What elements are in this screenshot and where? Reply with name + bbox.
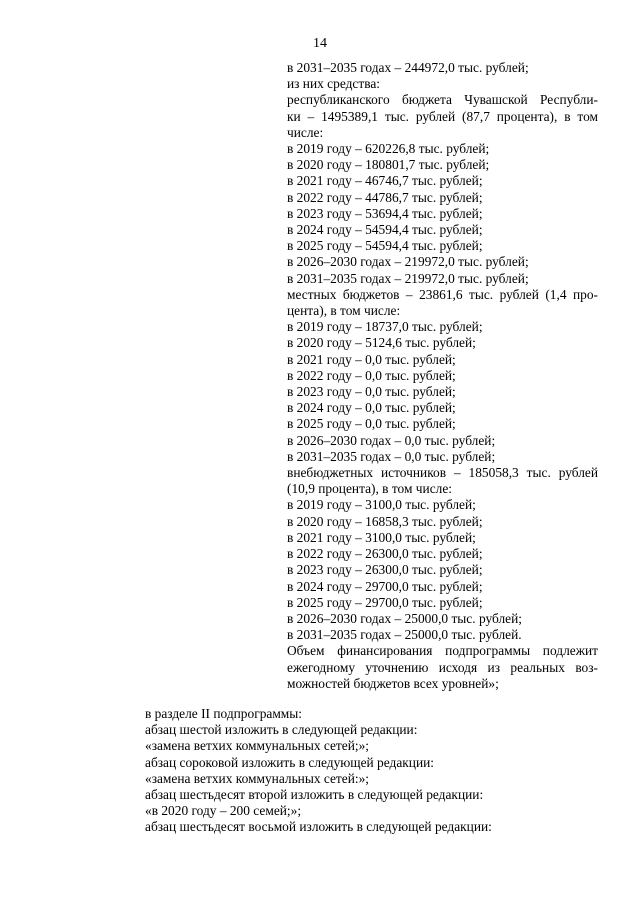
text-line: в 2031–2035 годах – 0,0 тыс. рублей; bbox=[287, 448, 496, 464]
text-line: внебюджетных источников – 185058,3 тыс. рублей bbox=[287, 465, 598, 481]
text-line: в 2020 году – 16858,3 тыс. рублей; bbox=[287, 513, 483, 529]
text-line: в 2025 году – 0,0 тыс. рублей; bbox=[287, 416, 456, 432]
text-line: в 2021 году – 3100,0 тыс. рублей; bbox=[287, 529, 476, 545]
text-line: в 2020 году – 180801,7 тыс. рублей; bbox=[287, 157, 490, 173]
text-line: в 2019 году – 18737,0 тыс. рублей; bbox=[287, 319, 483, 335]
text-line: в 2024 году – 54594,4 тыс. рублей; bbox=[287, 222, 483, 238]
text-line: «замена ветхих коммунальных сетей;»; bbox=[145, 738, 370, 754]
text-line: в 2026–2030 годах – 25000,0 тыс. рублей; bbox=[287, 610, 522, 626]
text-line: абзац шестьдесят второй изложить в следующей редакции: bbox=[145, 787, 484, 803]
text-line: абзац сороковой изложить в следующей редакции: bbox=[145, 754, 435, 770]
text-line: абзац шестой изложить в следующей редакции: bbox=[145, 722, 418, 738]
amendments-block bbox=[145, 706, 605, 836]
text-line: в 2021 году – 0,0 тыс. рублей; bbox=[287, 351, 456, 367]
text-line: ежегодному уточнению исходя из реальных воз- bbox=[287, 659, 598, 675]
text-line: в 2021 году – 46746,7 тыс. рублей; bbox=[287, 173, 483, 189]
text-line: в 2031–2035 годах – 25000,0 тыс. рублей. bbox=[287, 627, 522, 643]
text-line: в 2019 году – 3100,0 тыс. рублей; bbox=[287, 497, 476, 513]
text-line: в 2024 году – 29700,0 тыс. рублей; bbox=[287, 578, 483, 594]
text-line: в 2026–2030 годах – 219972,0 тыс. рублей; bbox=[287, 254, 529, 270]
text-line: «в 2020 году – 200 семей;»; bbox=[145, 803, 302, 819]
text-line: в 2031–2035 годах – 219972,0 тыс. рублей; bbox=[287, 270, 529, 286]
page-number: 14 bbox=[313, 36, 327, 51]
text-line: в 2022 году – 26300,0 тыс. рублей; bbox=[287, 546, 483, 562]
text-line: ки – 1495389,1 тыс. рублей (87,7 процента), в том bbox=[287, 108, 598, 124]
text-line: в 2022 году – 0,0 тыс. рублей; bbox=[287, 367, 456, 383]
text-line: цента), в том числе: bbox=[287, 303, 401, 319]
text-line: в 2031–2035 годах – 244972,0 тыс. рублей; bbox=[287, 60, 529, 75]
text-line: местных бюджетов – 23861,6 тыс. рублей (1,4 про- bbox=[287, 286, 598, 302]
text-line: в 2024 году – 0,0 тыс. рублей; bbox=[287, 400, 456, 416]
text-line: в 2022 году – 44786,7 тыс. рублей; bbox=[287, 189, 483, 205]
text-line: в 2023 году – 0,0 тыс. рублей; bbox=[287, 384, 456, 400]
funding-details-column bbox=[287, 60, 598, 692]
text-line: республиканского бюджета Чувашской Республи- bbox=[287, 92, 598, 108]
text-line: в 2023 году – 53694,4 тыс. рублей; bbox=[287, 205, 483, 221]
text-line: в 2020 году – 5124,6 тыс. рублей; bbox=[287, 335, 476, 351]
text-line: абзац шестьдесят восьмой изложить в следующей редакции: bbox=[145, 819, 492, 835]
text-line: в 2025 году – 29700,0 тыс. рублей; bbox=[287, 594, 483, 610]
text-line: Объем финансирования подпрограммы подлежит bbox=[287, 643, 598, 659]
text-line: в 2023 году – 26300,0 тыс. рублей; bbox=[287, 562, 483, 578]
text-line: «замена ветхих коммунальных сетей:»; bbox=[145, 770, 370, 786]
text-line: (10,9 процента), в том числе: bbox=[287, 481, 452, 497]
text-line: из них средства: bbox=[287, 76, 381, 92]
text-line: в 2025 году – 54594,4 тыс. рублей; bbox=[287, 238, 483, 254]
text-line: в 2026–2030 годах – 0,0 тыс. рублей; bbox=[287, 432, 496, 448]
text-line: в 2019 году – 620226,8 тыс. рублей; bbox=[287, 141, 490, 157]
text-line: в разделе II подпрограммы: bbox=[145, 706, 302, 721]
text-line: можностей бюджетов всех уровней»; bbox=[287, 675, 499, 691]
text-line: числе: bbox=[287, 124, 324, 140]
